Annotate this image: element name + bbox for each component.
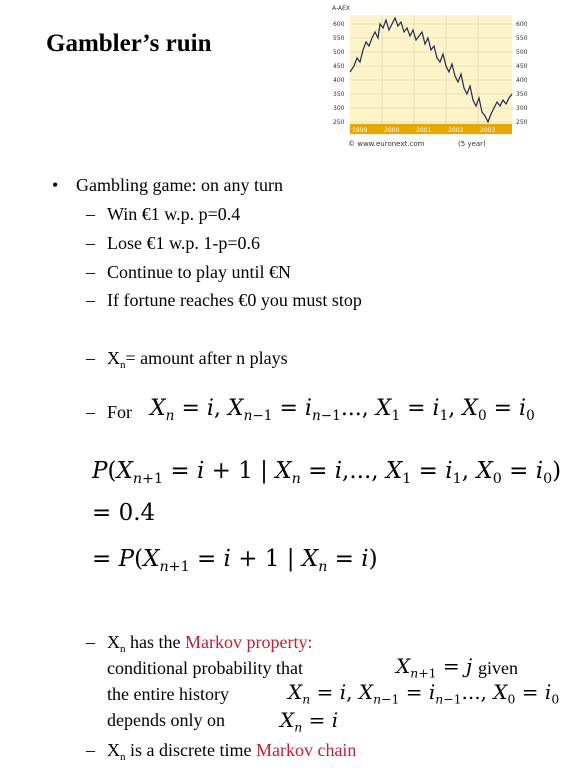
right-tick: 300: [516, 105, 528, 112]
dash: –: [86, 233, 95, 253]
equation-next-state: $X_{n+1} = j$: [396, 654, 473, 681]
equation-markov: = $P(X_{n+1} = i + 1$ | $X_n = i$): [92, 546, 378, 575]
right-tick: 250: [516, 119, 528, 126]
equation-current-state: $X_n = i$: [280, 708, 339, 735]
page-title: Gambler’s ruin: [46, 30, 212, 57]
entire-history-text: the entire history: [107, 684, 229, 704]
xn-subscript: n: [120, 359, 126, 371]
left-tick: 500: [333, 49, 345, 56]
item-lose: Lose €1 w.p. 1-p=0.6: [107, 233, 260, 253]
year-tick: 2000: [384, 127, 400, 134]
right-tick: 500: [516, 49, 528, 56]
left-tick: 350: [333, 91, 345, 98]
markov-chain-text: is a discrete time: [125, 740, 256, 760]
chart-period: (5 year): [458, 140, 486, 148]
dash: –: [86, 740, 95, 760]
dash: –: [86, 348, 95, 368]
left-tick: 550: [333, 35, 345, 42]
equation-entire-history: $X_n = i$, $X_{n-1} = i_{n-1}$..., $X_0 = i_0$: [288, 680, 560, 707]
left-tick: 250: [333, 119, 345, 126]
year-tick: 2002: [448, 127, 464, 134]
xn-description: = amount after n plays: [125, 348, 288, 368]
item-continue: Continue to play until €N: [107, 262, 291, 282]
right-tick: 550: [516, 35, 528, 42]
conditional-probability-text: conditional probability that: [107, 658, 303, 678]
left-tick: 400: [333, 77, 345, 84]
given-text: given: [478, 658, 518, 678]
right-tick: 350: [516, 91, 528, 98]
bullet-dot: •: [52, 175, 59, 195]
item-xn-definition: [107, 348, 288, 371]
markov-text: has the: [125, 632, 185, 652]
equation-value: = 0.4: [92, 500, 156, 526]
xn-symbol: X: [107, 348, 120, 368]
left-tick: 600: [333, 21, 345, 28]
chart-label: A-AEX: [332, 5, 351, 12]
item-win: Win €1 w.p. p=0.4: [107, 204, 241, 224]
markov-chain-term: Markov chain: [255, 740, 357, 760]
aex-stock-chart: [330, 2, 534, 152]
bullet-gambling-game: Gambling game: on any turn: [76, 175, 283, 195]
left-tick: 300: [333, 105, 345, 112]
xn-symbol: X: [107, 632, 120, 652]
right-tick: 400: [516, 77, 528, 84]
xn-subscript: n: [120, 643, 126, 655]
depends-only-text: depends only on: [107, 710, 225, 730]
year-tick: 2003: [480, 127, 496, 134]
markov-chain-line: [107, 740, 356, 763]
left-tick: 450: [333, 63, 345, 70]
dash: –: [86, 632, 95, 652]
right-tick: 600: [516, 21, 528, 28]
dash: –: [86, 204, 95, 224]
right-tick: 450: [516, 63, 528, 70]
markov-property-term: Markov property:: [184, 632, 313, 652]
xn-symbol: X: [107, 740, 120, 760]
item-for: For: [107, 402, 133, 422]
equation-history: $X_n = i$, $X_{n-1} = i_{n-1}$..., $X_1 = i_1$, $X_0 = i_0$: [150, 396, 535, 424]
year-tick: 1999: [352, 127, 368, 134]
year-tick: 2001: [416, 127, 432, 134]
xn-subscript: n: [120, 751, 126, 763]
markov-property-line: [107, 632, 312, 655]
dash: –: [86, 262, 95, 282]
dash: –: [86, 402, 95, 422]
dash: –: [86, 290, 95, 310]
item-stop: If fortune reaches €0 you must stop: [107, 290, 362, 310]
chart-source: © www.euronext.com: [348, 140, 425, 148]
equation-conditional-probability: $P(X_{n+1} = i + 1$ | $X_n = i$,..., $X_1 = i_1$, $X_0 = i_0$): [92, 458, 561, 487]
